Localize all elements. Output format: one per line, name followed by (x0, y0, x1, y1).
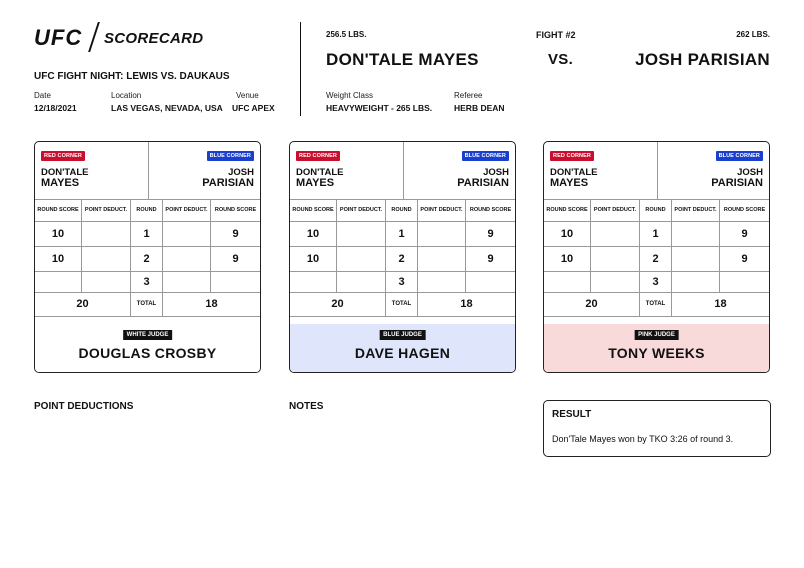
blue-round-score (211, 271, 260, 292)
total-row (290, 292, 515, 317)
blue-last-name: PARISIAN (711, 177, 763, 189)
judge-name: DOUGLAS CROSBY (78, 345, 217, 361)
blue-fighter-name: JOSH PARISIAN (635, 50, 770, 69)
column-header: ROUND (131, 199, 163, 221)
ufc-logo: UFC (34, 25, 83, 50)
column-header: ROUND SCORE (723, 206, 766, 213)
red-round-score (290, 271, 337, 292)
scorecard-subtitle: SCORECARD (104, 30, 204, 47)
blue-first-name: JOSH (737, 167, 763, 178)
blue-round-score (720, 271, 769, 292)
judge-section (544, 324, 769, 372)
red-point-deduction (591, 271, 640, 292)
total-row (544, 292, 769, 317)
round-row (290, 221, 515, 247)
venue-label: Venue (236, 91, 259, 100)
header-divider (300, 22, 301, 116)
red-point-deduction (82, 221, 131, 246)
column-header: ROUND (386, 199, 418, 221)
blue-fighter-weight: 262 LBS. (736, 30, 770, 39)
red-first-name: DON'TALE (550, 167, 598, 178)
red-first-name: DON'TALE (41, 167, 89, 178)
scorecard (543, 141, 770, 373)
round-number: 3 (640, 271, 672, 292)
column-header: ROUND (640, 199, 672, 221)
blue-point-deduction (163, 221, 211, 246)
blue-point-deduction (672, 246, 720, 271)
corner-divider (403, 142, 404, 199)
column-header: ROUND SCORE (290, 199, 337, 221)
result-title: RESULT (552, 409, 592, 420)
referee-value: HERB DEAN (454, 103, 505, 113)
blue-point-deduction (163, 246, 211, 271)
point-deductions-title: POINT DEDUCTIONS (34, 401, 134, 412)
date-label: Date (34, 91, 51, 100)
judge-name: TONY WEEKS (608, 345, 705, 361)
round-number: 2 (640, 246, 672, 271)
red-round-score: 10 (544, 221, 591, 246)
red-corner-name (41, 167, 88, 189)
column-header: ROUND SCORE (214, 206, 257, 213)
red-last-name: MAYES (550, 177, 589, 189)
red-round-score: 10 (290, 221, 337, 246)
column-header: ROUND SCORE (544, 199, 591, 221)
round-number: 1 (640, 221, 672, 246)
referee-label: Referee (454, 91, 483, 100)
total-label: TOTAL (386, 292, 418, 316)
red-first-name: DON'TALE (296, 167, 344, 178)
blue-corner-name (457, 167, 509, 189)
red-corner-name (550, 167, 597, 189)
red-last-name: MAYES (41, 177, 80, 189)
column-header: POINT DEDUCT. (163, 199, 211, 221)
round-number: 3 (131, 271, 163, 292)
blue-total: 18 (205, 298, 218, 310)
red-fighter-weight: 256.5 LBS. (326, 30, 367, 39)
blue-corner-name (202, 167, 254, 189)
judge-badge: WHITE JUDGE (123, 330, 173, 340)
round-number: 2 (386, 246, 418, 271)
red-point-deduction (337, 246, 386, 271)
corner-divider (148, 142, 149, 199)
red-point-deduction (82, 246, 131, 271)
blue-last-name: PARISIAN (457, 177, 509, 189)
blue-point-deduction (418, 221, 466, 246)
red-fighter-name: DON'TALE MAYES (326, 50, 479, 69)
blue-corner-name (711, 167, 763, 189)
blue-last-name: PARISIAN (202, 177, 254, 189)
blue-round-score: 9 (487, 252, 494, 265)
judge-badge: BLUE JUDGE (379, 330, 426, 340)
round-row (544, 246, 769, 272)
scorecard (34, 141, 261, 373)
red-corner-badge: RED CORNER (550, 151, 594, 161)
red-total: 20 (544, 292, 640, 316)
blue-point-deduction (418, 271, 466, 292)
red-corner-badge: RED CORNER (41, 151, 85, 161)
venue-value: UFC APEX (232, 103, 275, 113)
column-header: ROUND SCORE (469, 206, 512, 213)
blue-total: 18 (460, 298, 473, 310)
blue-point-deduction (163, 271, 211, 292)
fight-number: FIGHT #2 (536, 30, 576, 40)
blue-round-score: 9 (232, 227, 239, 240)
location-value: LAS VEGAS, NEVADA, USA (111, 103, 223, 113)
round-row (35, 246, 260, 272)
red-point-deduction (591, 221, 640, 246)
red-corner-badge: RED CORNER (296, 151, 340, 161)
total-label: TOTAL (640, 292, 672, 316)
result-box (543, 400, 771, 457)
blue-round-score: 9 (741, 227, 748, 240)
date-value: 12/18/2021 (34, 103, 77, 113)
red-round-score: 10 (544, 246, 591, 271)
column-header: POINT DEDUCT. (82, 199, 131, 221)
blue-point-deduction (672, 221, 720, 246)
blue-first-name: JOSH (483, 167, 509, 178)
round-row (544, 221, 769, 247)
blue-round-score: 9 (487, 227, 494, 240)
location-label: Location (111, 91, 142, 100)
round-number: 3 (386, 271, 418, 292)
column-header: POINT DEDUCT. (418, 199, 466, 221)
blue-corner-badge: BLUE CORNER (462, 151, 509, 161)
event-title: UFC FIGHT NIGHT: LEWIS VS. DAUKAUS (34, 71, 230, 82)
column-header: ROUND SCORE (35, 199, 82, 221)
red-point-deduction (337, 221, 386, 246)
red-point-deduction (337, 271, 386, 292)
red-round-score: 10 (35, 221, 82, 246)
column-header: POINT DEDUCT. (591, 199, 640, 221)
round-number: 2 (131, 246, 163, 271)
round-number: 1 (386, 221, 418, 246)
blue-round-score: 9 (232, 252, 239, 265)
blue-round-score: 9 (741, 252, 748, 265)
round-row (35, 221, 260, 247)
column-header: POINT DEDUCT. (337, 199, 386, 221)
round-row (290, 246, 515, 272)
table-header-row (35, 199, 260, 222)
column-header: POINT DEDUCT. (672, 199, 720, 221)
total-row (35, 292, 260, 317)
notes-title: NOTES (289, 401, 324, 412)
round-number: 1 (131, 221, 163, 246)
red-point-deduction (82, 271, 131, 292)
blue-total: 18 (714, 298, 727, 310)
judge-badge: PINK JUDGE (634, 330, 679, 340)
weight-class-value: HEAVYWEIGHT - 265 LBS. (326, 103, 433, 113)
red-last-name: MAYES (296, 177, 335, 189)
round-row (544, 271, 769, 293)
judge-section (35, 324, 260, 372)
table-header-row (290, 199, 515, 222)
table-header-row (544, 199, 769, 222)
blue-point-deduction (672, 271, 720, 292)
red-round-score: 10 (290, 246, 337, 271)
round-row (290, 271, 515, 293)
blue-point-deduction (418, 246, 466, 271)
red-round-score: 10 (35, 246, 82, 271)
blue-corner-badge: BLUE CORNER (716, 151, 763, 161)
total-label: TOTAL (131, 292, 163, 316)
judge-name: DAVE HAGEN (354, 345, 451, 361)
corner-divider (657, 142, 658, 199)
versus-label: VS. (548, 51, 574, 68)
result-text: Don'Tale Mayes won by TKO 3:26 of round 3. (552, 434, 734, 444)
red-point-deduction (591, 246, 640, 271)
weight-class-label: Weight Class (326, 91, 373, 100)
round-row (35, 271, 260, 293)
red-round-score (35, 271, 82, 292)
logo-slash-divider (88, 22, 100, 52)
red-total: 20 (290, 292, 386, 316)
blue-round-score (466, 271, 515, 292)
red-corner-name (296, 167, 343, 189)
red-round-score (544, 271, 591, 292)
judge-section (290, 324, 515, 372)
blue-corner-badge: BLUE CORNER (207, 151, 254, 161)
blue-first-name: JOSH (228, 167, 254, 178)
red-total: 20 (35, 292, 131, 316)
scorecard (289, 141, 516, 373)
